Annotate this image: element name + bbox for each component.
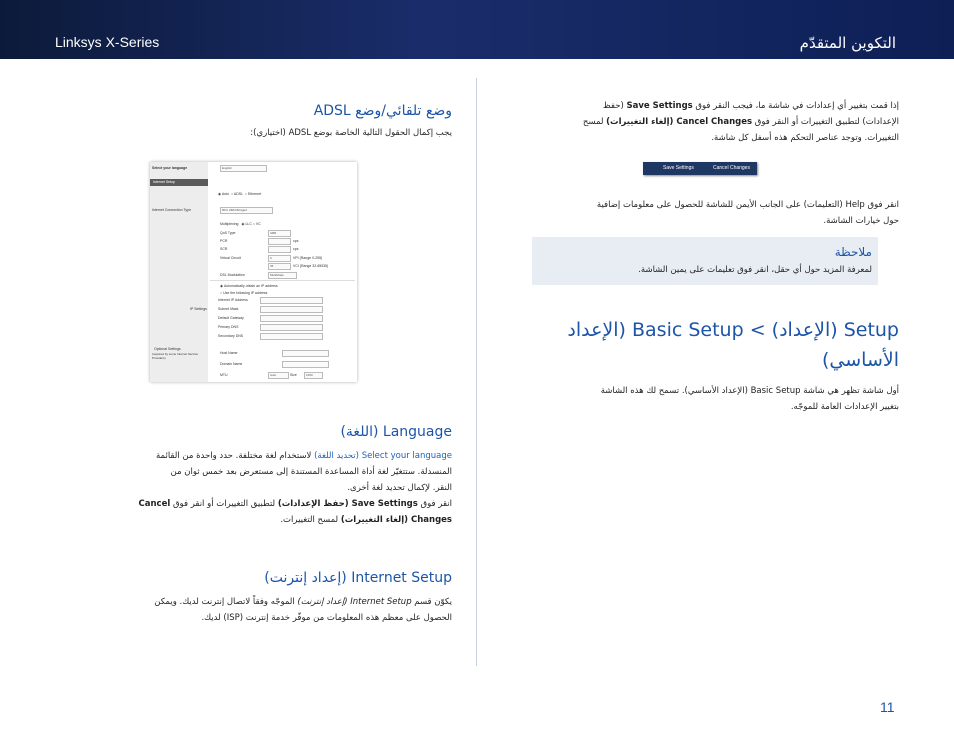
- internet-section: [32, 570, 452, 626]
- language-line2: المنسدلة. ستتغيّر لغة أداة المساعدة المستندة إلى مستعرض بعد خمس ثوان من: [170, 467, 452, 477]
- help-paragraph: [499, 197, 899, 229]
- shot-dsl-select: MultiMode: [268, 272, 297, 279]
- shot-dns2-input: [260, 333, 323, 340]
- language-line5: Changes (إلغاء التغييرات) لمسح التغييرات.: [280, 515, 452, 525]
- shot-internet-ip: Internet IP Address: [218, 298, 248, 302]
- shot-subnet-mask: Subnet Mask: [218, 307, 239, 311]
- adsl-heading: وضع تلقائي/وضع ADSL: [313, 103, 452, 119]
- shot-multiplexing: Multiplexing ◉ LLC ○ VC: [220, 222, 261, 226]
- section-title: التكوين المتقدّم: [799, 34, 896, 52]
- shot-domain-input: [282, 361, 329, 368]
- basic-setup-title: [499, 315, 899, 375]
- help-line1: انقر فوق Help (التعليمات) على الجانب الأيمن للشاشة للحصول على معلومات إضافية: [596, 200, 899, 210]
- shot-connection-type-label: Internet Connection Type: [152, 208, 192, 212]
- shot-secondary-dns: Secondary DNS: [218, 334, 244, 338]
- router-settings-screenshot: [150, 162, 357, 382]
- column-divider: [476, 78, 477, 666]
- intro-line3: التغييرات. وتوجد عناصر التحكم هذه أسفل كل شاشة.: [711, 133, 899, 143]
- internet-line2: الحصول على معظم هذه المعلومات من موفّر خدمة إنترنت (ISP) لديك.: [201, 613, 452, 623]
- shot-scr-input: [268, 246, 291, 253]
- shot-primary-dns: Primary DNS: [218, 325, 239, 329]
- shot-vci-range: VCI (Range 32-65535): [293, 264, 329, 268]
- shot-mtu: MTU: [220, 373, 228, 377]
- shot-host-name: Host Name: [220, 351, 238, 355]
- shot-pcr-input: [268, 238, 291, 245]
- shot-vpi-range: VPI (Range 0-255): [293, 256, 323, 260]
- cancel-changes-button: Cancel Changes: [713, 165, 750, 171]
- basic-setup-title-line1: Setup (الإعداد) > Basic Setup (الإعداد: [567, 319, 899, 341]
- shot-separator: [210, 280, 355, 281]
- shot-gateway-input: [260, 315, 323, 322]
- shot-scr: SCR: [220, 247, 228, 251]
- shot-optional-settings: Optional Settings: [154, 347, 181, 351]
- header-bar: [0, 0, 954, 59]
- shot-dsl-modulation: DSL Modulation: [220, 273, 245, 277]
- shot-internet-setup-bar: [150, 179, 208, 186]
- basic-line1: أول شاشة تظهر هي شاشة Basic Setup (الإعداد الأساسي). تسمح لك هذه الشاشة: [600, 386, 899, 396]
- shot-qos-type: QoS Type: [220, 231, 236, 235]
- shot-dns1-input: [260, 324, 323, 331]
- product-title: Linksys X-Series: [55, 34, 160, 50]
- save-settings-button: Save Settings: [663, 165, 694, 171]
- intro-paragraph: [499, 98, 899, 146]
- shot-host-input: [282, 350, 329, 357]
- shot-language-select: English: [220, 165, 267, 172]
- intro-line1: إذا قمت بتغيير أي إعدادات في شاشة ما، فيجب النقر فوق Save Settings (حفظ: [602, 101, 899, 111]
- shot-default-gateway: Default Gateway: [218, 316, 244, 320]
- shot-pcr-unit: cps: [293, 239, 299, 243]
- shot-size-input: 1500: [304, 372, 323, 379]
- shot-connection-select: RFC 2684 Bridged: [220, 207, 273, 214]
- language-section: [32, 424, 452, 528]
- shot-domain-name: Domain Name: [220, 362, 243, 366]
- basic-setup-paragraph: [499, 383, 899, 415]
- shot-mode-options: ◉ Auto ○ ADSL ○ Ethernet: [218, 192, 262, 196]
- page-number: 11: [880, 699, 895, 715]
- adsl-text: يجب إكمال الحقول التالية الخاصة بوضع ADSL (اختياري):: [250, 128, 452, 138]
- shot-pcr: PCR: [220, 239, 228, 243]
- shot-select-language: Select your language: [152, 166, 188, 170]
- language-line3: النقر. لإكمال تحديد لغة أخرى.: [347, 483, 452, 493]
- shot-mtu-select: Auto: [268, 372, 289, 379]
- shot-mask-input: [260, 306, 323, 313]
- select-language-link: Select your language: [361, 451, 452, 461]
- note-text: لمعرفة المزيد حول أي حقل، انقر فوق تعليمات على يمين الشاشة.: [638, 265, 872, 275]
- shot-qos-select: UBR: [268, 230, 291, 237]
- shot-internet-setup-label: Internet Setup: [153, 180, 175, 184]
- internet-heading: Internet Setup (إعداد إنترنت): [264, 570, 452, 586]
- shot-scr-unit: cps: [293, 247, 299, 251]
- shot-virtual-circuit: Virtual Circuit: [220, 256, 241, 260]
- shot-optional-note: (required by some Internet Service Providers): [152, 352, 199, 360]
- language-line1: Select your language (تحديد اللغة) لاستخدام لغة مختلفة. حدد واحدة من القائمة: [155, 451, 452, 461]
- shot-auto-ip: ◉ Automatically obtain an IP address: [220, 284, 278, 288]
- shot-size-label: Size: [290, 373, 297, 377]
- note-title: ملاحظة: [834, 245, 872, 259]
- basic-line2: بتغيير الإعدادات العامة للموجّه.: [790, 402, 899, 412]
- basic-setup-title-line2: الأساسي): [822, 349, 899, 371]
- shot-vpi-input: 0: [268, 255, 291, 262]
- shot-use-ip: ○ Use the following IP address: [220, 291, 268, 295]
- shot-ip-input: [260, 297, 323, 304]
- language-heading: Language (اللغة): [340, 424, 452, 440]
- note-box: [532, 237, 878, 285]
- internet-line1: يكوّن قسم Internet Setup (إعداد إنترنت) الموجّه وفقاً لاتصال إنترنت لديك. ويمكن: [154, 597, 452, 607]
- buttons-image: [643, 162, 757, 175]
- intro-line2: الإعدادات) لتطبيق التغييرات أو النقر فوق Cancel Changes (إلغاء التغييرات) لمسح: [582, 117, 899, 127]
- shot-vci-input: 35: [268, 263, 291, 270]
- language-line4: انقر فوق Save Settings (حفظ الإعدادات) لتطبيق التغييرات أو انقر فوق Cancel: [138, 499, 452, 509]
- shot-ip-settings-label: IP Settings: [190, 307, 207, 311]
- help-line2: حول خيارات الشاشة.: [823, 216, 899, 226]
- adsl-section: [52, 103, 452, 141]
